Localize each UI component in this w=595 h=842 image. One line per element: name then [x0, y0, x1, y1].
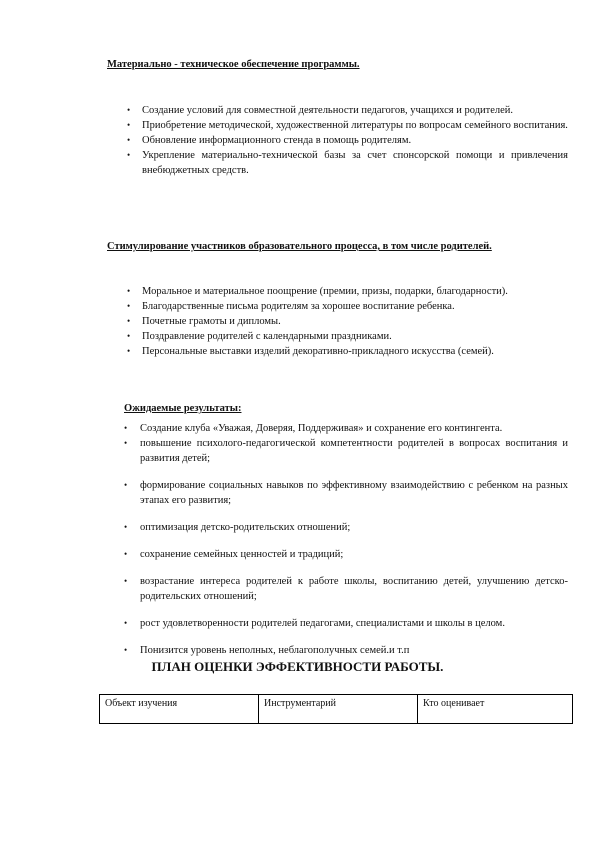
- list-item: • оптимизация детско-родительских отношений;: [124, 520, 568, 535]
- list-item: • Создание клуба «Уважая, Доверяя, Поддерживая» и сохранение его контингента.: [124, 421, 568, 436]
- list-item: • Поздравление родителей с календарными праздниками.: [142, 329, 568, 344]
- table-header-cell: Объект изучения: [100, 695, 259, 724]
- material-support-list: [142, 103, 568, 178]
- section-heading-stimulation: Стимулирование участников образовательного процесса, в том числе родителей.: [107, 241, 492, 252]
- list-item: • Создание условий для совместной деятельности педагогов, учащихся и родителей.: [142, 103, 568, 118]
- list-item: • Персональные выставки изделий декоративно-прикладного искусства (семей).: [142, 344, 568, 359]
- list-item: • Моральное и материальное поощрение (премии, призы, подарки, благодарности).: [142, 284, 568, 299]
- list-item: • сохранение семейных ценностей и традиций;: [124, 547, 568, 562]
- table-header-cell: Инструментарий: [259, 695, 418, 724]
- plan-title: ПЛАН ОЦЕНКИ ЭФФЕКТИВНОСТИ РАБОТЫ.: [151, 659, 444, 674]
- list-item: • Обновление информационного стенда в помощь родителям.: [142, 133, 568, 148]
- list-item: • возрастание интереса родителей к работе школы, воспитанию детей, улучшению детско-родительских отношений;: [124, 574, 568, 604]
- list-item: • Понизится уровень неполных, неблагополучных семей.и т.п: [124, 643, 568, 658]
- evaluation-table: [99, 694, 573, 724]
- list-item: • Укрепление материально-технической базы за счет спонсорской помощи и привлечения внебюджетных средств.: [142, 148, 568, 178]
- stimulation-list: [142, 284, 568, 359]
- list-item: • Почетные грамоты и дипломы.: [142, 314, 568, 329]
- list-item: • рост удовлетворенности родителей педагогами, специалистами и школы в целом.: [124, 616, 568, 631]
- list-item: • формирование социальных навыков по эффективному взаимодействию с ребенком на разных этапах его развития;: [124, 478, 568, 508]
- table-header-cell: Кто оценивает: [418, 695, 573, 724]
- list-item: • повышение психолого-педагогической компетентности родителей в вопросах воспитания и развития детей;: [124, 436, 568, 466]
- list-item: • Приобретение методической, художественной литературы по вопросам семейного воспитания.: [142, 118, 568, 133]
- expected-results-list: [124, 421, 568, 658]
- table-row: [100, 695, 573, 724]
- list-item: • Благодарственные письма родителям за хорошее воспитание ребенка.: [142, 299, 568, 314]
- section-heading-expected-results: Ожидаемые результаты:: [124, 403, 242, 414]
- section-heading-material: Материально - техническое обеспечение программы.: [107, 59, 360, 70]
